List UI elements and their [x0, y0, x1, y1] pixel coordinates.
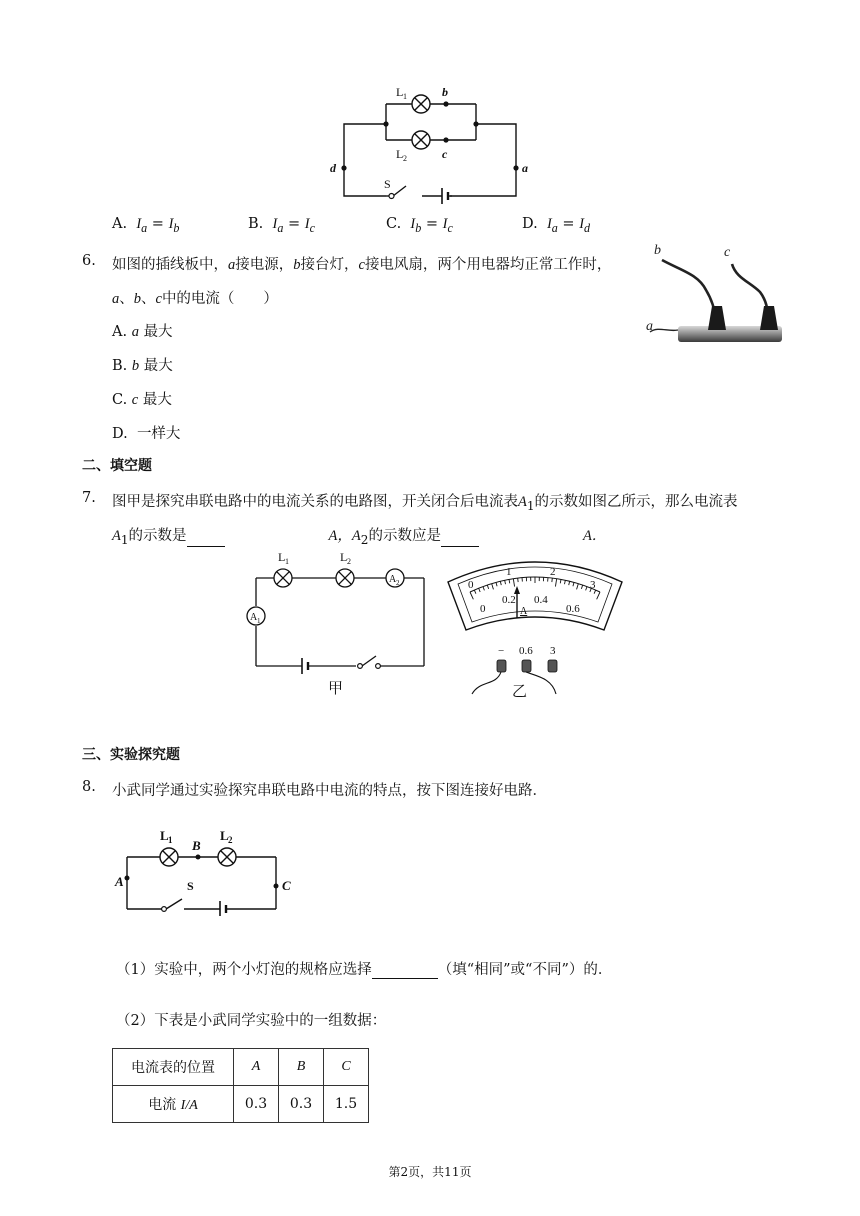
- q6-number: 6.: [82, 253, 96, 269]
- ammeter-dial-yi: [440, 548, 630, 700]
- section-title-fill-blank: 二、填空题: [82, 458, 152, 474]
- svg-text:2: 2: [396, 579, 400, 587]
- circuit-diagram-series-jia: [240, 548, 434, 698]
- q8-sub1: （1）实验中，两个小灯泡的规格应选择 （填“相同”或“不同”）的．: [116, 962, 613, 978]
- q6-option-b[interactable]: B. b 最大: [112, 358, 173, 374]
- jia-caption: 甲: [328, 679, 344, 697]
- table-header-position: 电流表的位置: [113, 1049, 234, 1086]
- dial-tick: [573, 582, 574, 586]
- q6-stem-line2: a、b、c中的电流（ ）: [112, 291, 278, 307]
- q8-sub2: （2）下表是小武同学实验中的一组数据：: [116, 1013, 387, 1029]
- table-cell: 0.3: [279, 1086, 324, 1123]
- svg-text:2: 2: [228, 835, 233, 845]
- dial-tick: [513, 579, 514, 587]
- jia-label-L1: L: [278, 550, 286, 564]
- strip-label-b: b: [654, 243, 661, 258]
- dial-tick: [564, 580, 565, 584]
- svg-text:1: 1: [257, 617, 261, 625]
- table-header-B: B: [279, 1049, 324, 1086]
- dial-tick: [577, 584, 579, 590]
- table-row-label: 电流 I/A: [113, 1086, 234, 1123]
- dial-tick: [496, 582, 497, 586]
- label-c: c: [442, 147, 448, 161]
- dial-tick: [509, 579, 510, 583]
- table-header-C: C: [324, 1049, 369, 1086]
- q8-label-S: S: [187, 879, 194, 893]
- q7-stem-line2: $A_1$的示数是 A，$A_2$的示数应是 A．: [112, 528, 607, 547]
- dial-top-0: 0: [468, 579, 474, 591]
- dial-top-3: 3: [590, 579, 596, 591]
- dial-tick: [474, 590, 476, 594]
- svg-text:1: 1: [168, 835, 173, 845]
- data-table: [112, 1048, 369, 1123]
- label-a: a: [522, 161, 528, 175]
- terminal-0.6[interactable]: [522, 660, 531, 672]
- page-footer: 第2页，共11页: [388, 1165, 472, 1179]
- dial-tick: [487, 585, 488, 589]
- q6-option-a[interactable]: A. a 最大: [112, 324, 173, 340]
- table-row: [113, 1049, 369, 1086]
- q5-option-d[interactable]: D. $I_a = I_d$: [522, 216, 591, 235]
- q6-option-d[interactable]: D. 一样大: [112, 426, 181, 442]
- dial-bottom-0: 0: [480, 603, 486, 615]
- label-L1: L: [396, 85, 404, 99]
- dial-tick: [581, 585, 582, 589]
- dial-tick: [560, 579, 561, 583]
- strip-label-c: c: [724, 245, 731, 260]
- jia-label-L2: L: [340, 550, 348, 564]
- q8-label-C: C: [282, 878, 291, 893]
- q8-blank-1[interactable]: [372, 978, 438, 979]
- dial-tick: [479, 588, 480, 592]
- q6-option-c[interactable]: C. c 最大: [112, 392, 172, 408]
- svg-text:1: 1: [285, 557, 289, 566]
- table-cell: 1.5: [324, 1086, 369, 1123]
- q7-number: 7.: [82, 490, 96, 506]
- dial-tick: [505, 580, 506, 584]
- dial-tick: [470, 592, 473, 599]
- q5-option-a[interactable]: A. $I_a = I_b$: [112, 216, 180, 235]
- dial-unit: A: [520, 606, 528, 617]
- q8-label-L2: L: [220, 828, 229, 843]
- yi-caption: 乙: [512, 682, 528, 700]
- dial-tick: [569, 581, 570, 585]
- dial-tick: [492, 584, 494, 590]
- label-L1-sub: 1: [403, 92, 407, 101]
- q8-label-A: A: [115, 874, 124, 889]
- svg-text:2: 2: [347, 557, 351, 566]
- jia-ammeter-A1: A: [250, 612, 258, 623]
- terminal-3-label: 3: [550, 645, 556, 657]
- q8-number: 8.: [82, 779, 96, 795]
- label-b: b: [442, 85, 448, 99]
- q5-option-b[interactable]: B. $I_a = I_c$: [248, 216, 315, 235]
- dial-tick: [586, 587, 587, 591]
- dial-bottom-1: 0.2: [502, 594, 516, 606]
- dial-bottom-2: 0.4: [534, 594, 548, 606]
- circuit-diagram-series-q8: [112, 824, 302, 916]
- q7-blank-2[interactable]: [441, 546, 479, 547]
- terminal-minus[interactable]: [497, 660, 506, 672]
- q8-label-L1: L: [160, 828, 169, 843]
- q7-blank-1[interactable]: [187, 546, 225, 547]
- section-title-experiment: 三、实验探究题: [82, 747, 180, 763]
- terminal-0.6-label: 0.6: [519, 645, 533, 657]
- jia-ammeter-A2: A: [389, 574, 397, 585]
- label-S: S: [384, 177, 391, 191]
- q8-label-B: B: [192, 838, 201, 853]
- circuit-diagram-parallel: [326, 82, 536, 210]
- dial-tick: [500, 581, 501, 585]
- dial-top-2: 2: [550, 566, 556, 578]
- label-L2-sub: 2: [403, 154, 407, 163]
- dial-top-1: 1: [506, 566, 512, 578]
- strip-label-a: a: [646, 319, 653, 334]
- table-row: [113, 1086, 369, 1123]
- q7-stem-line1: 图甲是探究串联电路中的电流关系的电路图，开关闭合后电流表$A_1$的示数如图乙所示，那么电流表: [112, 494, 738, 513]
- q8-stem: 小武同学通过实验探究串联电路中电流的特点，按下图连接好电路．: [112, 783, 547, 799]
- dial-tick: [555, 579, 556, 587]
- power-strip-illustration: [640, 236, 790, 354]
- q6-stem-line1: 如图的插线板中，a接电源，b接台灯，c接电风扇，两个用电器均正常工作时，: [112, 257, 612, 273]
- table-header-A: A: [234, 1049, 279, 1086]
- table-cell: 0.3: [234, 1086, 279, 1123]
- label-d: d: [330, 161, 336, 175]
- q5-option-c[interactable]: C. $I_b = I_c$: [386, 216, 453, 235]
- label-L2: L: [396, 147, 404, 161]
- terminal-3[interactable]: [548, 660, 557, 672]
- dial-tick: [483, 587, 484, 591]
- dial-bottom-3: 0.6: [566, 603, 580, 615]
- terminal-minus-label: −: [498, 645, 505, 657]
- dial-tick: [597, 592, 600, 599]
